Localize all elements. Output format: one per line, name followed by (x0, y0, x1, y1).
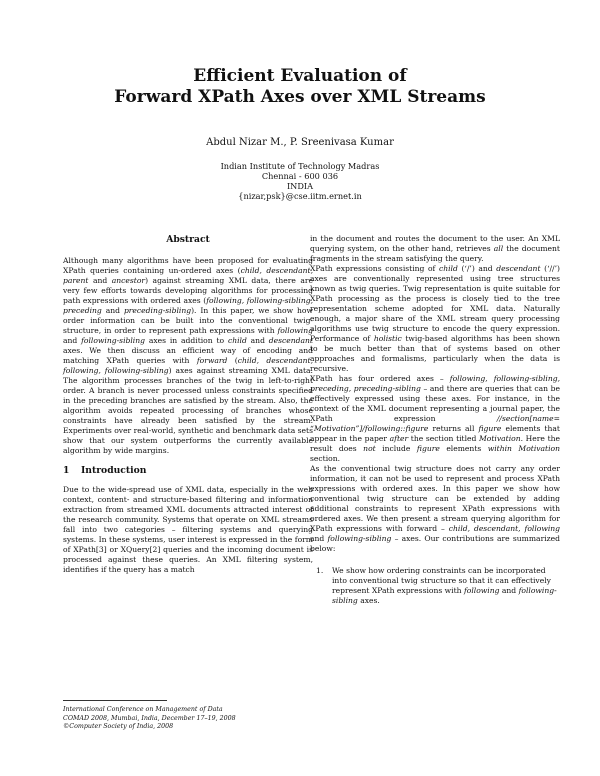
email: {nizar,psk}@cse.iitm.ernet.in (238, 191, 362, 201)
text-run: . Here the result does (310, 434, 560, 453)
text-run: – and there are queries that can be effectively expressed using these axes. For instance, in the context of the XML document representing a journal paper, the XPath expression (310, 384, 560, 423)
text-run: twig-based algorithms has been shown to be much better than that of systems based on other approaches and formalisms, particularly when the data is recursive. (310, 334, 560, 373)
footnote-rule (63, 700, 167, 701)
institute: Indian Institute of Technology Madras (220, 161, 380, 171)
abstract-run: axes in addition to (144, 336, 228, 345)
paper-title (0, 66, 600, 108)
abstract-heading: Abstract (166, 234, 210, 245)
text-run: We show how ordering constraints can be incorporated into conventional twig structure so that it can effectively represent XPath expressions with (332, 566, 551, 595)
abstract-run: ( (227, 356, 238, 365)
abstract-text (63, 256, 313, 456)
authors: Abdul Nizar M., P. Sreenivasa Kumar (206, 137, 394, 148)
abstract-run: and (63, 336, 82, 345)
text-run: following (463, 586, 500, 595)
text-run: all (493, 244, 504, 253)
text-run: (‘/’) and (457, 264, 497, 273)
title-line-2: Forward XPath Axes over XML Streams (114, 87, 486, 107)
paragraph-twig (310, 264, 560, 374)
country: INDIA (286, 181, 314, 191)
abstract-run: and (88, 276, 112, 285)
text-run: after (389, 434, 409, 443)
abstract-run: ancestor (111, 276, 146, 285)
text-run: and (310, 534, 328, 543)
abstract-run: axes. We then discuss an efficient way of encoding and matching XPath queries with (63, 346, 313, 365)
section-title: Introduction (81, 465, 147, 476)
contribution-list (310, 566, 560, 606)
intro-text: Due to the wide-spread use of XML data, especially in the web context, content- and structure-based filtering and information extraction from streamed XML documents attracted interest of the research community. Systems that operate on XML streams fall into two categories – filtering systems and querying systems. In these systems, user interest is expressed in the form of XPath[3] or XQuery[2] queries and the incoming document is processed against these queries. An XML filtering system, identifies if the query has a match (63, 485, 313, 574)
text-run: following, following-sibling, preceding, preceding-sibling (310, 374, 560, 393)
text-run: section. (310, 454, 341, 463)
abstract-run: ). In this paper, we show how order information can be built into the conventional twig-structure, in order to represent path expressions with (63, 306, 313, 335)
text-run: returns all (428, 424, 479, 433)
text-run: figure (478, 424, 502, 433)
right-column (310, 234, 560, 606)
text-run: include (375, 444, 417, 453)
text-run: and (499, 586, 519, 595)
section-heading (63, 465, 313, 477)
abstract-run: ) axes against streaming XML data. The algorithm processes branches of the twig in left-to-right order. A branch is never processed unless constraints specified in the preceding branches are satisfied by the stream. Also, the algorithm avoids repeated processing of branches whose constraints have already been satisfied by the stream. Experiments over real-world, synthetic and benchmark data sets show that our system outperforms the currently available algorithm by wide margins. (63, 366, 313, 455)
paragraph-ordered-axes (310, 374, 560, 464)
text-run: – axes. Our contributions are summarized below: (310, 534, 560, 553)
abstract-run: and (246, 336, 269, 345)
abstract-run: following-sibling (81, 336, 145, 345)
affiliation (0, 161, 600, 201)
text-run: following-sibling (327, 534, 392, 543)
text-run: (‘//’) axes are conventionally represented using tree structures known as twig queries. Twig representation is quite suitable for XPath processing as the process is closely tied to the tree representation scheme adopted for XML data. Naturally enough, a major share of the XML stream query processing algorithms use twig structure to encode the query expression. Performance of (310, 264, 560, 343)
abstract-run: preceding-sibling (123, 306, 192, 315)
abstract-run: following (277, 326, 313, 335)
text-run: within Motivation (487, 444, 561, 453)
list-item-number: 1. (316, 566, 324, 575)
list-item-text (332, 566, 560, 606)
text-run: the section titled (408, 434, 480, 443)
text-run: axes. (357, 596, 380, 605)
text-run: following-sibling (332, 586, 557, 605)
section-number: 1 (63, 465, 70, 476)
text-run: elements (439, 444, 488, 453)
abstract-run: ) against streaming XML data, there are very few efforts towards developing algorithms for processing path expressions with ordered axes ( (63, 276, 313, 305)
text-run: not (363, 444, 376, 453)
footnote-line: COMAD 2008, Mumbai, India, December 17–19, 2008 (63, 714, 236, 722)
title-line-1: Efficient Evaluation of (193, 66, 407, 86)
abstract-run: Although many algorithms have been proposed for evaluating XPath queries containing un-ordered axes ( (63, 256, 313, 275)
text-run: Motivation (479, 434, 521, 443)
intro-continued (310, 234, 560, 264)
footnote (63, 706, 313, 732)
text-run: XPath expressions consisting of (310, 264, 439, 273)
text-run: child, descendant, following (448, 524, 560, 533)
list-item (310, 566, 560, 606)
abstract-run: descendant (268, 336, 313, 345)
text-run: holistic (373, 334, 402, 343)
text-run: child (438, 264, 458, 273)
paragraph-contributions (310, 464, 560, 554)
text-run: in the document and routes the document to the user. An XML querying system, on the other hand, retrieves (310, 234, 560, 253)
text-run: //section[name= “Motivation”]/following::figure (310, 414, 560, 433)
text-run: the document fragments in the stream satisfying the query. (310, 244, 560, 263)
text-run: As the conventional twig structure does not carry any order information, it can not be used to represent and process XPath expressions with ordered axes. In this paper we show how conventional twig structure can be extended by adding additional constraints to represent XPath expressions with ordered axes. We then present a stream querying algorithm for XPath expressions with forward – (310, 464, 560, 533)
text-run: elements that appear in the paper (310, 424, 560, 443)
left-column (63, 234, 313, 575)
abstract-run: child, descendant, following, following-sibling (63, 356, 313, 375)
abstract-run: child, descendant, parent (63, 266, 313, 285)
text-run: XPath has four ordered axes – (310, 374, 450, 383)
footnote-line: ©Computer Society of India, 2008 (63, 723, 174, 730)
footnote-line: International Conference on Management of Data (63, 706, 223, 713)
text-run: descendant (496, 264, 541, 273)
abstract-run: forward (196, 356, 228, 365)
abstract-run: child (227, 336, 247, 345)
abstract-run: following, following-sibling, preceding (63, 296, 313, 315)
city: Chennai - 600 036 (261, 171, 339, 181)
text-run: figure (416, 444, 440, 453)
abstract-run: and (101, 306, 124, 315)
